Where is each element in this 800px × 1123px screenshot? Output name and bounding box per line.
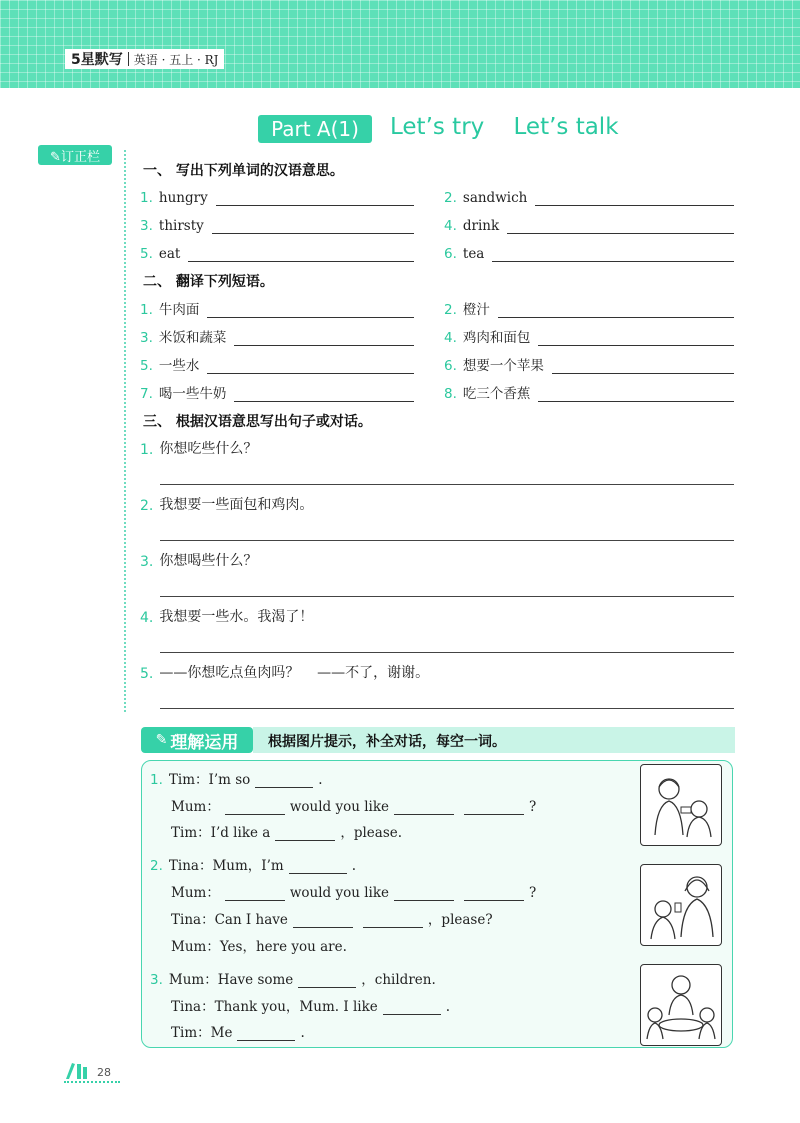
item-number: 1.: [150, 772, 163, 788]
answer-blank[interactable]: [225, 800, 285, 815]
phrase: 米饭和蔬菜: [158, 330, 227, 346]
s3-item-4: [140, 606, 313, 626]
answer-line[interactable]: [207, 303, 414, 318]
item-number: 8.: [444, 386, 457, 402]
s2-item-8: [444, 382, 734, 402]
answer-blank[interactable]: [363, 913, 423, 928]
item-number: 3.: [140, 218, 153, 234]
answer-line[interactable]: [507, 219, 734, 234]
answer-line[interactable]: [535, 191, 734, 206]
d1-line-3: [171, 821, 402, 841]
item-number: 3.: [140, 330, 153, 346]
answer-blank[interactable]: [464, 886, 524, 901]
dialogue-text: .: [445, 999, 451, 1015]
item-number: 2.: [140, 498, 154, 514]
picture-tim-hungry: [640, 764, 722, 846]
illustration-icon: [641, 965, 721, 1045]
word: eat: [158, 246, 181, 262]
answer-line[interactable]: [552, 359, 734, 374]
practice-tag-label: 理解运用: [170, 732, 239, 753]
answer-line[interactable]: [538, 331, 734, 346]
s2-item-4: [444, 326, 734, 346]
answer-line[interactable]: [538, 387, 734, 402]
s3-item-3: [140, 550, 257, 570]
part-title-badge: Part A(1): [258, 115, 372, 143]
dialogue-text: ?: [529, 799, 537, 815]
section2-heading: 二、 翻译下列短语。: [143, 274, 274, 290]
word: thirsty: [158, 218, 204, 234]
dialogue-text: Tina：Can I have: [171, 912, 288, 928]
s1-item-6: [444, 242, 734, 262]
footer-divider: [64, 1081, 120, 1083]
phrase: 想要一个苹果: [462, 358, 544, 374]
correction-column-divider: [124, 150, 126, 712]
item-number: 6.: [444, 358, 457, 374]
practice-instruction: 根据图片提示，补全对话，每空一词。: [268, 734, 506, 750]
item-number: 2.: [444, 190, 457, 206]
d3-line-3: [171, 1021, 305, 1041]
answer-line[interactable]: [234, 387, 414, 402]
correction-column-label: ✎订正栏: [38, 145, 112, 165]
s2-item-5: [140, 354, 414, 374]
d3-line-1: [150, 968, 436, 988]
d2-line-2: [171, 881, 536, 901]
answer-line[interactable]: [160, 540, 734, 541]
prompt: 我想要一些面包和鸡肉。: [159, 497, 314, 513]
item-number: 4.: [444, 218, 457, 234]
s1-item-5: [140, 242, 414, 262]
dialogue-text: Mum：: [171, 799, 220, 815]
dialogue-text: Tina：Thank you，Mum. I like: [171, 999, 378, 1015]
item-number: 5.: [140, 246, 153, 262]
s1-item-1: [140, 186, 414, 206]
d1-line-2: [171, 795, 536, 815]
book-header: [65, 49, 224, 69]
word: drink: [462, 218, 500, 234]
prompt: 我想要一些水。我渴了！: [159, 609, 314, 625]
d2-line-1: [150, 854, 356, 874]
phrase: 一些水: [158, 358, 200, 374]
phrase: 吃三个香蕉: [462, 386, 531, 402]
s2-item-1: [140, 298, 414, 318]
item-number: 2.: [150, 858, 163, 874]
dialogue-text: Mum：Have some: [168, 972, 294, 988]
item-number: 3.: [140, 554, 154, 570]
dialogue-text: Tim：I’m so: [168, 772, 251, 788]
illustration-icon: [641, 865, 721, 945]
answer-line[interactable]: [160, 652, 734, 653]
word: tea: [462, 246, 485, 262]
section3-heading: 三、 根据汉语意思写出句子或对话。: [143, 414, 372, 430]
s1-item-3: [140, 214, 414, 234]
prompt: ——你想吃点鱼肉吗？ ——不了，谢谢。: [159, 665, 430, 681]
s1-item-4: [444, 214, 734, 234]
item-number: 1.: [140, 442, 154, 458]
dialogue-text: would you like: [289, 799, 390, 815]
item-number: 3.: [150, 972, 163, 988]
s2-item-2: [444, 298, 734, 318]
phrase: 鸡肉和面包: [462, 330, 531, 346]
dialogue-text: ，please.: [340, 825, 403, 841]
dialogue-text: Mum：: [171, 885, 220, 901]
s2-item-6: [444, 354, 734, 374]
dialogue-text: ，children.: [361, 972, 436, 988]
lesson-title: Let’s try Let’s talk: [390, 114, 619, 140]
item-number: 5.: [140, 358, 153, 374]
header-band: [0, 0, 800, 88]
book-subtitle: 英语 · 五上 · RJ: [133, 52, 219, 67]
dialogue-text: Tina：Mum，I’m: [168, 858, 284, 874]
dialogue-text: .: [351, 858, 356, 874]
d3-line-2: [171, 995, 450, 1015]
d2-line-4: [171, 935, 347, 955]
item-number: 1.: [140, 190, 153, 206]
answer-line[interactable]: [160, 484, 734, 485]
item-number: 7.: [140, 386, 153, 402]
dialogue-text: Mum：Yes，here you are.: [171, 939, 347, 955]
page-number: 28: [97, 1066, 111, 1079]
header-divider: [128, 52, 129, 66]
dialogue-text: .: [318, 772, 323, 788]
answer-line[interactable]: [188, 247, 414, 262]
answer-line[interactable]: [212, 219, 414, 234]
answer-blank[interactable]: [464, 800, 524, 815]
answer-line[interactable]: [234, 331, 414, 346]
s2-item-7: [140, 382, 414, 402]
practice-tag: [141, 727, 253, 753]
item-number: 5.: [140, 666, 154, 682]
answer-blank[interactable]: [289, 859, 347, 874]
answer-blank[interactable]: [394, 886, 454, 901]
word: sandwich: [462, 190, 528, 206]
phrase: 橙汁: [462, 302, 490, 318]
answer-blank[interactable]: [237, 1026, 295, 1041]
d2-line-3: [171, 908, 493, 928]
item-number: 1.: [140, 302, 153, 318]
answer-line[interactable]: [160, 708, 734, 709]
answer-blank[interactable]: [394, 800, 454, 815]
answer-blank[interactable]: [298, 973, 356, 988]
answer-blank[interactable]: [383, 1000, 441, 1015]
answer-line[interactable]: [207, 359, 414, 374]
item-number: 6.: [444, 246, 457, 262]
answer-line[interactable]: [160, 596, 734, 597]
picture-family-eating: [640, 964, 722, 1046]
dialogue-text: would you like: [289, 885, 390, 901]
item-number: 2.: [444, 302, 457, 318]
s1-item-2: [444, 186, 734, 206]
dialogue-text: Tim：I’d like a: [171, 825, 271, 841]
answer-blank[interactable]: [275, 826, 335, 841]
prompt: 你想喝些什么？: [159, 553, 258, 569]
item-number: 4.: [140, 610, 154, 626]
dialogue-text: Tim：Me: [171, 1025, 233, 1041]
dialogue-text: ，please?: [427, 912, 493, 928]
answer-line[interactable]: [216, 191, 414, 206]
illustration-icon: [641, 765, 721, 845]
book-title: 5星默写: [71, 52, 123, 68]
answer-blank[interactable]: [225, 886, 285, 901]
picture-tina-thirsty: [640, 864, 722, 946]
answer-blank[interactable]: [255, 773, 313, 788]
word: hungry: [158, 190, 208, 206]
item-number: 4.: [444, 330, 457, 346]
phrase: 喝一些牛奶: [158, 386, 227, 402]
dialogue-text: ?: [529, 885, 537, 901]
s3-item-2: [140, 494, 313, 514]
dialogue-text: .: [300, 1025, 305, 1041]
d1-line-1: [150, 768, 323, 788]
phrase: 牛肉面: [158, 302, 200, 318]
s3-item-1: [140, 438, 257, 458]
s2-item-3: [140, 326, 414, 346]
answer-line[interactable]: [492, 247, 734, 262]
section1-heading: 一、 写出下列单词的汉语意思。: [143, 163, 344, 179]
answer-blank[interactable]: [293, 913, 353, 928]
answer-line[interactable]: [498, 303, 734, 318]
s3-item-5: [140, 662, 429, 682]
prompt: 你想吃些什么？: [159, 441, 258, 457]
edit-icon: ✎: [155, 732, 168, 748]
